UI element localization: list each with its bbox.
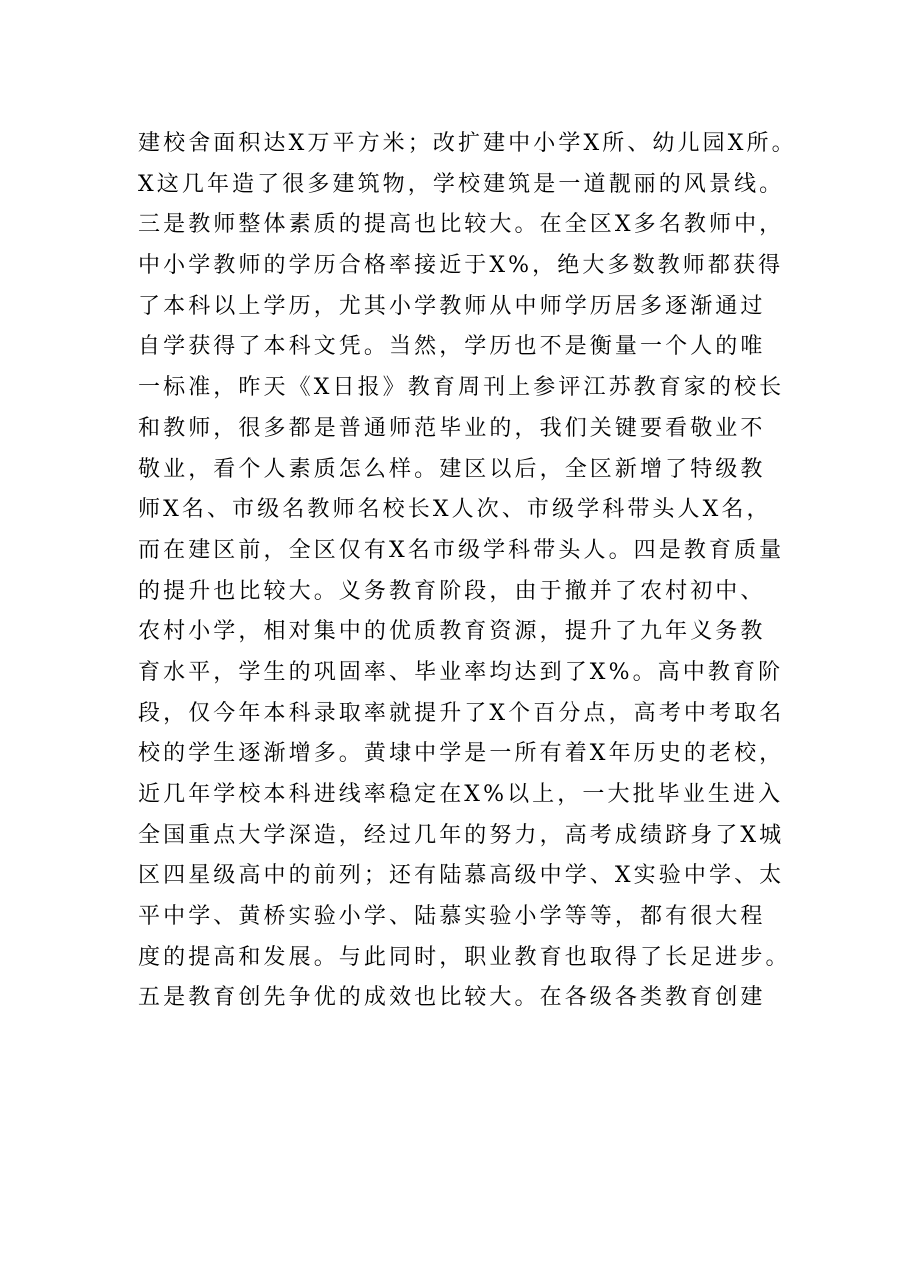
text-line: 敬业，看个人素质怎么样。建区以后，全区新增了特级教 xyxy=(138,456,766,482)
text-line: 平中学、黄桥实验小学、陆慕实验小学等等，都有很大程 xyxy=(138,904,766,930)
text-line: 校的学生逐渐增多。黄埭中学是一所有着X年历史的老校， xyxy=(138,741,785,767)
text-line: 近几年学校本科进线率稳定在X%以上，一大批毕业生进入 xyxy=(138,782,784,807)
text-line: 三是教师整体素质的提高也比较大。在全区X多名教师中， xyxy=(138,212,785,238)
text-line: 而在建区前，全区仅有X名市级学科带头人。四是教育质量 xyxy=(138,537,785,563)
text-line: 段，仅今年本科录取率就提升了X个百分点，高考中考取名 xyxy=(138,700,785,726)
text-line: 度的提高和发展。与此同时，职业教育也取得了长足进步。 xyxy=(138,944,791,970)
text-line: 全国重点大学深造，经过几年的努力，高考成绩跻身了X城 xyxy=(138,822,785,848)
text-line: 区四星级高中的前列；还有陆慕高级中学、X实验中学、太 xyxy=(138,863,785,889)
text-line: 的提升也比较大。义务教育阶段，由于撤并了农村初中、 xyxy=(138,578,766,604)
text-line: 育水平，学生的巩固率、毕业率均达到了X%。高中教育阶 xyxy=(138,659,784,685)
text-line: 五是教育创先争优的成效也比较大。在各级各类教育创建 xyxy=(138,985,766,1011)
body-text xyxy=(138,124,838,1019)
text-line: 和教师，很多都是普通师范毕业的，我们关键要看敬业不 xyxy=(138,415,766,441)
text-line: 中小学教师的学历合格率接近于X%，绝大多数教师都获得 xyxy=(138,253,784,279)
text-line: 建校舍面积达X万平方米；改扩建中小学X所、幼儿园X所。 xyxy=(138,131,797,156)
text-line: X这几年造了很多建筑物，学校建筑是一道靓丽的风景线。 xyxy=(138,171,785,197)
text-line: 农村小学，相对集中的优质教育资源，提升了九年义务教 xyxy=(138,619,766,645)
text-line: 一标准，昨天《X日报》教育周刊上参评江苏教育家的校长 xyxy=(138,375,785,401)
text-line: 了本科以上学历，尤其小学教师从中师学历居多逐渐通过 xyxy=(138,293,766,319)
text-line: 自学获得了本科文凭。当然，学历也不是衡量一个人的唯 xyxy=(138,334,766,360)
text-line: 师X名、市级名教师名校长X人次、市级学科带头人X名， xyxy=(138,497,772,523)
